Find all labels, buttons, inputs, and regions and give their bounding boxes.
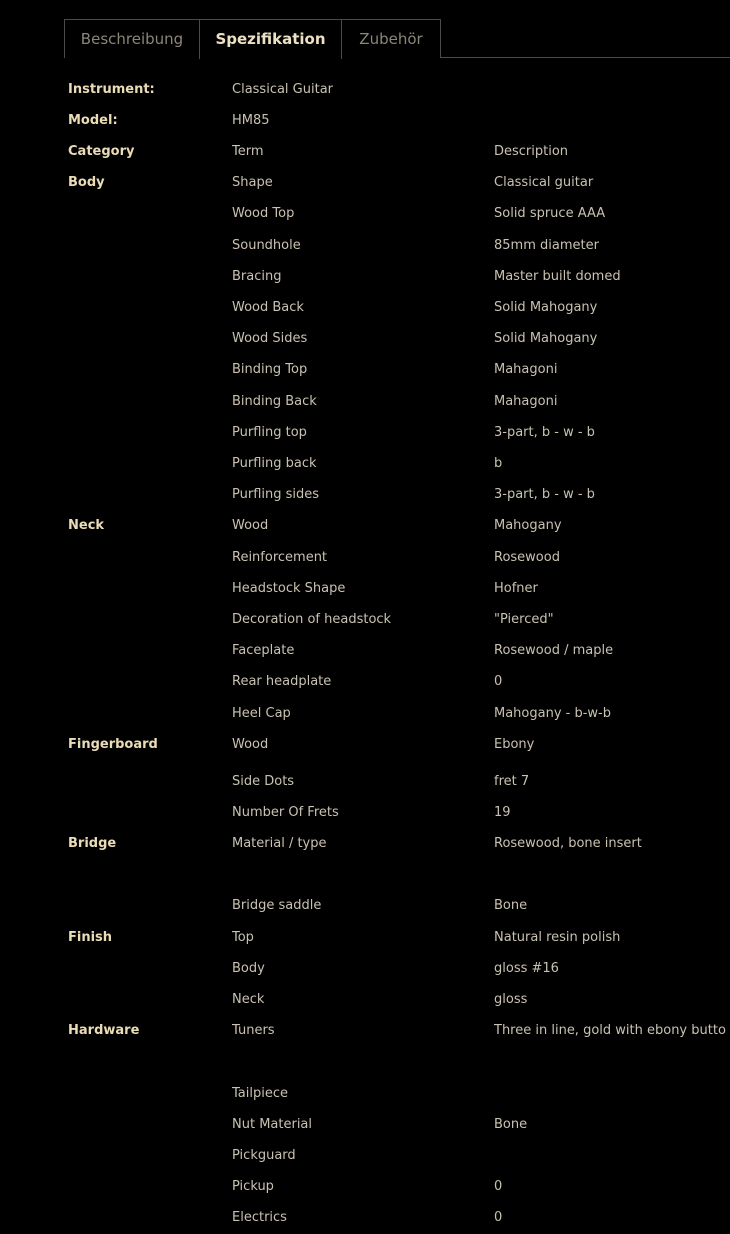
spec-description: 19 [494, 805, 511, 820]
spec-description: Rosewood / maple [494, 643, 614, 658]
spec-term: Classical Guitar [232, 82, 334, 97]
spec-description: gloss [494, 992, 528, 1007]
spec-category: Model: [68, 113, 118, 128]
spec-term: Top [232, 930, 254, 945]
spec-category: Hardware [68, 1023, 140, 1038]
tab-zubehoer[interactable]: Zubehör [341, 19, 441, 58]
spec-description: gloss #16 [494, 961, 559, 976]
spec-description: Rosewood, bone insert [494, 836, 642, 851]
spec-description: fret 7 [494, 774, 530, 789]
spec-description: Rosewood [494, 550, 560, 565]
spec-term: Wood Sides [232, 331, 308, 346]
spec-description: Classical guitar [494, 175, 594, 190]
spec-term: Rear headplate [232, 674, 332, 689]
spec-row [0, 928, 730, 948]
spec-row [0, 610, 730, 630]
spec-row [0, 803, 730, 823]
spec-term: Term [232, 144, 264, 159]
spec-term: Reinforcement [232, 550, 328, 565]
spec-description: Bone [494, 1117, 528, 1132]
spec-term: Material / type [232, 836, 327, 851]
spec-term: Decoration of headstock [232, 612, 392, 627]
spec-row [0, 772, 730, 792]
spec-term: Soundhole [232, 238, 301, 253]
spec-term: Wood [232, 518, 269, 533]
spec-term: HM85 [232, 113, 270, 128]
spec-row [0, 641, 730, 661]
spec-description: 3-part, b - w - b [494, 487, 595, 502]
spec-description: 0 [494, 1179, 503, 1194]
spec-category: Instrument: [68, 82, 155, 97]
spec-description: Solid spruce AAA [494, 206, 606, 221]
spec-row [0, 548, 730, 568]
spec-row [0, 1021, 730, 1041]
spec-term: Bracing [232, 269, 282, 284]
spec-row [0, 516, 730, 536]
spec-term: Shape [232, 175, 273, 190]
spec-description: 0 [494, 1210, 503, 1225]
spec-row [0, 672, 730, 692]
spec-term: Number Of Frets [232, 805, 339, 820]
spec-term: Wood [232, 737, 269, 752]
spec-category: Neck [68, 518, 105, 533]
spec-category: Body [68, 175, 105, 190]
spec-term: Binding Back [232, 394, 317, 409]
spec-row [0, 142, 730, 162]
spec-term: Nut Material [232, 1117, 313, 1132]
spec-row [0, 360, 730, 380]
spec-row [0, 173, 730, 193]
spec-description: Mahagoni [494, 362, 558, 377]
spec-term: Tuners [232, 1023, 275, 1038]
spec-description: Three in line, gold with ebony butto [494, 1023, 726, 1038]
spec-term: Side Dots [232, 774, 295, 789]
spec-row [0, 267, 730, 287]
spec-description: Solid Mahogany [494, 300, 598, 315]
spec-row [0, 735, 730, 755]
spec-row [0, 423, 730, 443]
spec-term: Headstock Shape [232, 581, 346, 596]
spec-term: Binding Top [232, 362, 308, 377]
tab-spezifikation[interactable]: Spezifikation [199, 19, 342, 59]
spec-description: Natural resin polish [494, 930, 621, 945]
spec-term: Pickup [232, 1179, 274, 1194]
spec-term: Wood Back [232, 300, 304, 315]
spec-row [0, 959, 730, 979]
spec-term: Heel Cap [232, 706, 291, 721]
spec-description: "Pierced" [494, 612, 554, 627]
spec-category: Fingerboard [68, 737, 158, 752]
spec-category: Finish [68, 930, 113, 945]
spec-term: Purfling sides [232, 487, 320, 502]
spec-category: Bridge [68, 836, 117, 851]
spec-description: Mahagoni [494, 394, 558, 409]
spec-row [0, 579, 730, 599]
spec-row [0, 111, 730, 131]
spec-description: Master built domed [494, 269, 621, 284]
spec-row [0, 1146, 730, 1166]
spec-description: Bone [494, 898, 528, 913]
spec-term: Wood Top [232, 206, 295, 221]
spec-row [0, 1177, 730, 1197]
spec-row [0, 236, 730, 256]
spec-row [0, 485, 730, 505]
spec-term: Bridge saddle [232, 898, 322, 913]
spec-row [0, 704, 730, 724]
spec-description: Description [494, 144, 569, 159]
spec-term: Neck [232, 992, 265, 1007]
spec-row [0, 1208, 730, 1228]
spec-row [0, 80, 730, 100]
spec-row [0, 392, 730, 412]
spec-term: Faceplate [232, 643, 295, 658]
spec-term: Purfling back [232, 456, 317, 471]
spec-row [0, 204, 730, 224]
spec-row [0, 454, 730, 474]
spec-term: Electrics [232, 1210, 287, 1225]
spec-term: Purfling top [232, 425, 307, 440]
spec-description: Mahogany [494, 518, 562, 533]
spec-description: 85mm diameter [494, 238, 599, 253]
spec-description: 0 [494, 674, 503, 689]
spec-description: b [494, 456, 503, 471]
spec-description: Solid Mahogany [494, 331, 598, 346]
spec-row [0, 896, 730, 916]
spec-description: Mahogany - b-w-b [494, 706, 611, 721]
spec-description: Hofner [494, 581, 538, 596]
spec-row [0, 834, 730, 854]
spec-row [0, 990, 730, 1010]
spec-category: Category [68, 144, 135, 159]
spec-description: 3-part, b - w - b [494, 425, 595, 440]
spec-row [0, 1084, 730, 1104]
spec-term: Body [232, 961, 265, 976]
spec-term: Tailpiece [232, 1086, 288, 1101]
spec-row [0, 1115, 730, 1135]
spec-term: Pickguard [232, 1148, 296, 1163]
spec-row [0, 298, 730, 318]
tab-beschreibung[interactable]: Beschreibung [64, 19, 200, 58]
spec-description: Ebony [494, 737, 535, 752]
spec-row [0, 329, 730, 349]
